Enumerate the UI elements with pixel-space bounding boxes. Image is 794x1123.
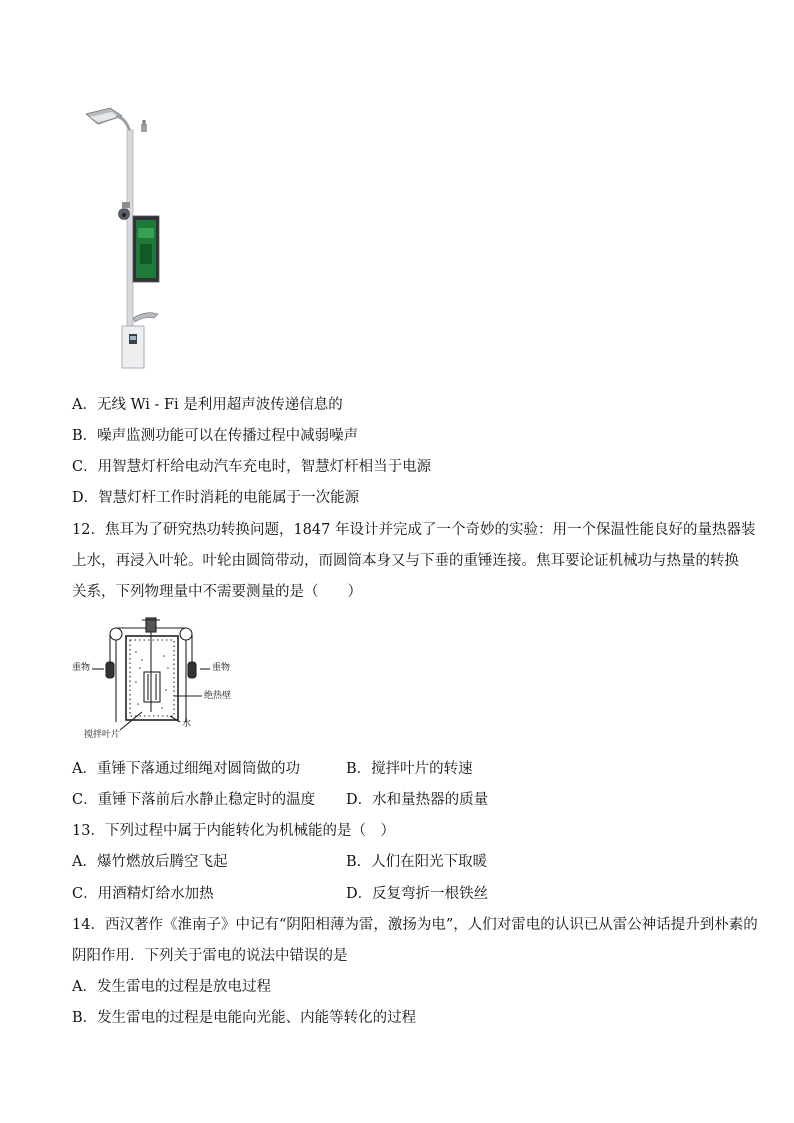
- q12-stem-line-1: 12．焦耳为了研究热功转换问题，1847 年设计并完成了一个奇妙的实验：用一个保温性能良好的量热器装: [72, 522, 756, 538]
- q14-option-a: A．发生雷电的过程是放电过程: [72, 979, 271, 995]
- label-left-weight: 重物: [72, 663, 91, 673]
- q11-option-d: D．智慧灯杆工作时消耗的电能属于一次能源: [72, 490, 360, 506]
- q13-stem: 13．下列过程中属于内能转化为机械能的是（ ）: [72, 823, 395, 839]
- smart-lamp-post-figure: [80, 104, 170, 372]
- q12-option-a: A．重锤下落通过细绳对圆筒做的功: [72, 761, 300, 777]
- q13-option-b: B．人们在阳光下取暖: [346, 854, 488, 870]
- label-insulated-wall: 绝热壁: [204, 691, 232, 701]
- q12-option-d: D．水和量热器的质量: [346, 792, 489, 808]
- q12-stem-line-3: 关系，下列物理量中不需要测量的是（ ）: [72, 584, 362, 600]
- q13-option-d: D．反复弯折一根铁丝: [346, 886, 489, 902]
- joule-apparatus-figure: [70, 612, 250, 744]
- q14-stem-line-1: 14．西汉著作《淮南子》中记有“阴阳相薄为雷，激扬为电”，人们对雷电的认识已从雷公神话提升到朴素的: [72, 917, 758, 933]
- q11-option-b: B．噪声监测功能可以在传播过程中减弱噪声: [72, 428, 359, 444]
- q12-stem-line-2: 上水，再浸入叶轮。叶轮由圆筒带动，而圆筒本身又与下垂的重锤连接。焦耳要论证机械功与热量的转换: [72, 553, 739, 569]
- q14-stem-line-2: 阴阳作用．下列关于雷电的说法中错误的是: [72, 948, 348, 964]
- q14-option-b: B．发生雷电的过程是电能向光能、内能等转化的过程: [72, 1010, 417, 1026]
- q13-option-a: A．爆竹燃放后腾空飞起: [72, 854, 228, 870]
- q12-option-b: B．搅拌叶片的转速: [346, 761, 473, 777]
- label-water: 水: [182, 719, 192, 729]
- q12-option-c: C．重锤下落前后水静止稳定时的温度: [72, 792, 316, 808]
- label-stirring-blade: 搅拌叶片: [84, 730, 121, 740]
- label-right-weight: 重物: [212, 663, 231, 673]
- q11-option-c: C．用智慧灯杆给电动汽车充电时，智慧灯杆相当于电源: [72, 459, 432, 475]
- q11-option-a: A．无线 Wi - Fi 是利用超声波传递信息的: [72, 397, 343, 413]
- q13-option-c: C．用酒精灯给水加热: [72, 886, 214, 902]
